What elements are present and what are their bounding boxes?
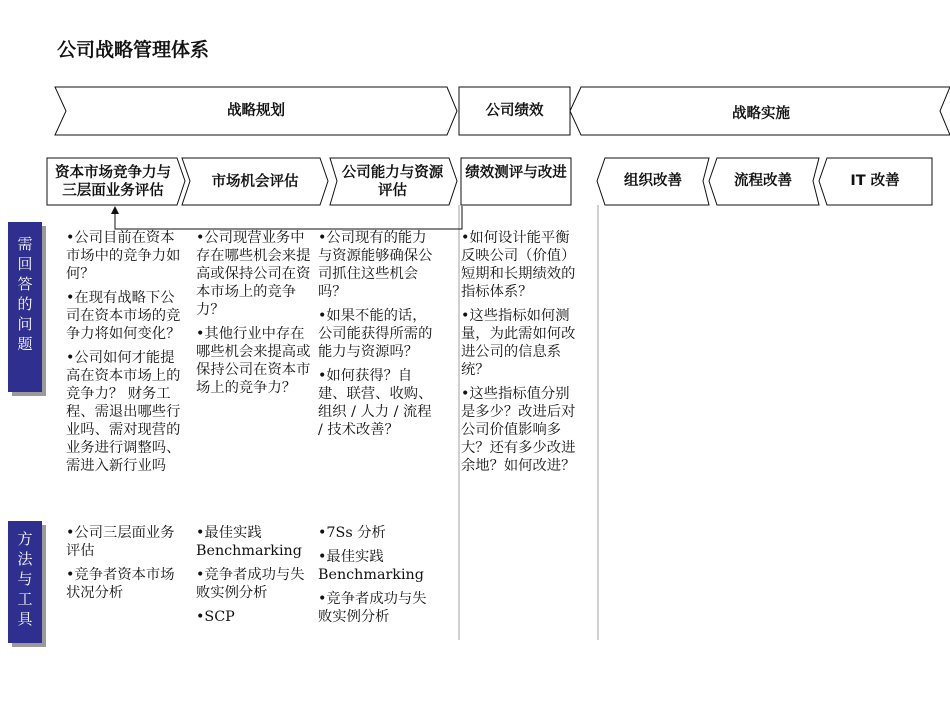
side-label-questions: 需 回 答 的 问 题 xyxy=(8,222,42,392)
methods-col-2 xyxy=(196,524,314,632)
question-item: •如何获得？自建、联营、收购、组织 / 人力 / 流程 / 技术改善？ xyxy=(318,368,433,438)
question-item: •其他行业中存在哪些机会来提高或保持公司在资本市场上的竞争力？ xyxy=(196,326,311,396)
questions-col-2 xyxy=(196,229,314,403)
question-item: •如果不能的话，公司能获得所需的能力与资源吗？ xyxy=(318,308,433,360)
methods-col-1 xyxy=(66,524,184,608)
phase-performance: 公司绩效 xyxy=(485,103,544,119)
method-item: •竞争者成功与失败实例分析 xyxy=(318,591,427,625)
step-process: 流程改善 xyxy=(734,173,792,189)
method-item: •SCP xyxy=(196,609,235,625)
questions-col-3 xyxy=(318,229,440,445)
phase-implementation: 战略实施 xyxy=(732,106,790,122)
question-item: •公司如何才能提高在资本市场上的竞争力？ 财务工程、需退出哪些行业吗、需对现营的业务进行调整吗、需进入新行业吗 xyxy=(66,350,181,474)
question-item: •这些指标值分别是多少？改进后对公司价值影响多大？还有多少改进余地？如何改进？ xyxy=(461,386,576,474)
step-performance: 绩效测评与改进 xyxy=(465,165,567,181)
methods-col-3 xyxy=(318,524,440,632)
method-item: •最佳实践 Benchmarking xyxy=(196,525,302,559)
side-label-methods: 方 法 与 工 具 xyxy=(8,521,42,643)
step-it: IT 改善 xyxy=(850,173,900,189)
question-item: •这些指标如何测量，为此需如何改进公司的信息系统？ xyxy=(461,308,576,378)
feedback-arrow xyxy=(115,206,462,229)
step-capability: 公司能力与资源评估 xyxy=(341,165,444,199)
method-item: •竞争者成功与失败实例分析 xyxy=(196,567,305,601)
step-capital-market: 资本市场竞争力与三层面业务评估 xyxy=(55,165,171,199)
questions-col-4 xyxy=(461,229,579,481)
method-item: •竞争者资本市场状况分析 xyxy=(66,567,175,601)
questions-col-1 xyxy=(66,229,184,481)
page-title: 公司战略管理体系 xyxy=(57,39,210,61)
step-market-opportunity: 市场机会评估 xyxy=(211,174,299,190)
phase-planning: 战略规划 xyxy=(227,103,285,119)
method-item: •最佳实践 Benchmarking xyxy=(318,549,424,583)
question-item: •公司现有的能力与资源能够确保公司抓住这些机会吗？ xyxy=(318,230,433,300)
step-organization: 组织改善 xyxy=(624,173,682,189)
question-item: •公司现营业务中存在哪些机会来提高或保持公司在资本市场上的竞争力？ xyxy=(196,230,311,318)
question-item: •如何设计能平衡反映公司（价值）短期和长期绩效的指标体系？ xyxy=(461,230,576,300)
method-item: •7Ss 分析 xyxy=(318,525,386,541)
question-item: •公司目前在资本市场中的竞争力如何？ xyxy=(66,230,181,282)
method-item: •公司三层面业务评估 xyxy=(66,525,175,559)
question-item: •在现有战略下公司在资本市场的竞争力将如何变化？ xyxy=(66,290,181,342)
